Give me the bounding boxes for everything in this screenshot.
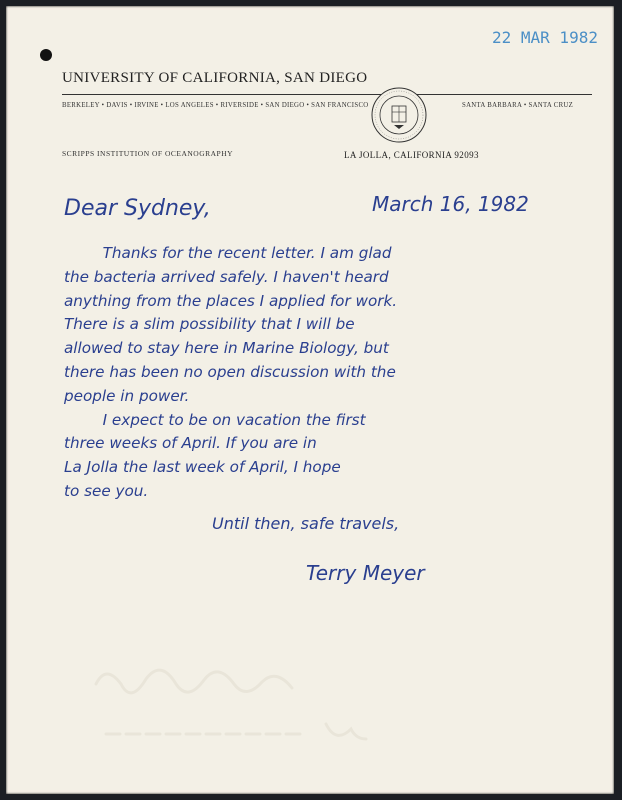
letter-line: I expect to be on vacation the first (64, 410, 366, 429)
letter-body (64, 242, 604, 504)
letter-line: to see you. (64, 481, 149, 500)
paper-watermark (86, 654, 386, 774)
letterhead-address: LA JOLLA, CALIFORNIA 92093 (344, 150, 479, 160)
letter-line: the bacteria arrived safely. I haven't heard (64, 267, 389, 286)
letterhead-institution: SCRIPPS INSTITUTION OF OCEANOGRAPHY (62, 149, 234, 158)
letterhead-campuses-right: SANTA BARBARA • SANTA CRUZ (462, 102, 574, 109)
punch-hole (40, 49, 52, 61)
letter-page (6, 6, 614, 794)
letter-date: March 16, 1982 (372, 192, 529, 216)
letter-line: anything from the places I applied for work. (64, 291, 398, 310)
salutation: Dear Sydney, (64, 196, 211, 221)
letter-line: There is a slim possibility that I will be (64, 315, 355, 334)
letterhead-university: UNIVERSITY OF CALIFORNIA, SAN DIEGO (62, 70, 368, 86)
letterhead-rule (62, 94, 592, 95)
letter-line: people in power. (64, 386, 190, 405)
letterhead-campuses-left: BERKELEY • DAVIS • IRVINE • LOS ANGELES • RIVERSIDE • SAN DIEGO • SAN FRANCISCO (62, 102, 369, 109)
letter-line: allowed to stay here in Marine Biology, but (64, 339, 389, 358)
signature: Terry Meyer (306, 561, 425, 585)
closing: Until then, safe travels, (212, 514, 400, 533)
letter-line: there has been no open discussion with the (64, 362, 396, 381)
letter-line: three weeks of April. If you are in (64, 434, 317, 453)
received-date-stamp: 22 MAR 1982 (492, 28, 598, 47)
letter-line: Thanks for the recent letter. I am glad (64, 244, 392, 262)
university-seal-icon (370, 86, 428, 144)
letter-line: La Jolla the last week of April, I hope (64, 458, 341, 477)
